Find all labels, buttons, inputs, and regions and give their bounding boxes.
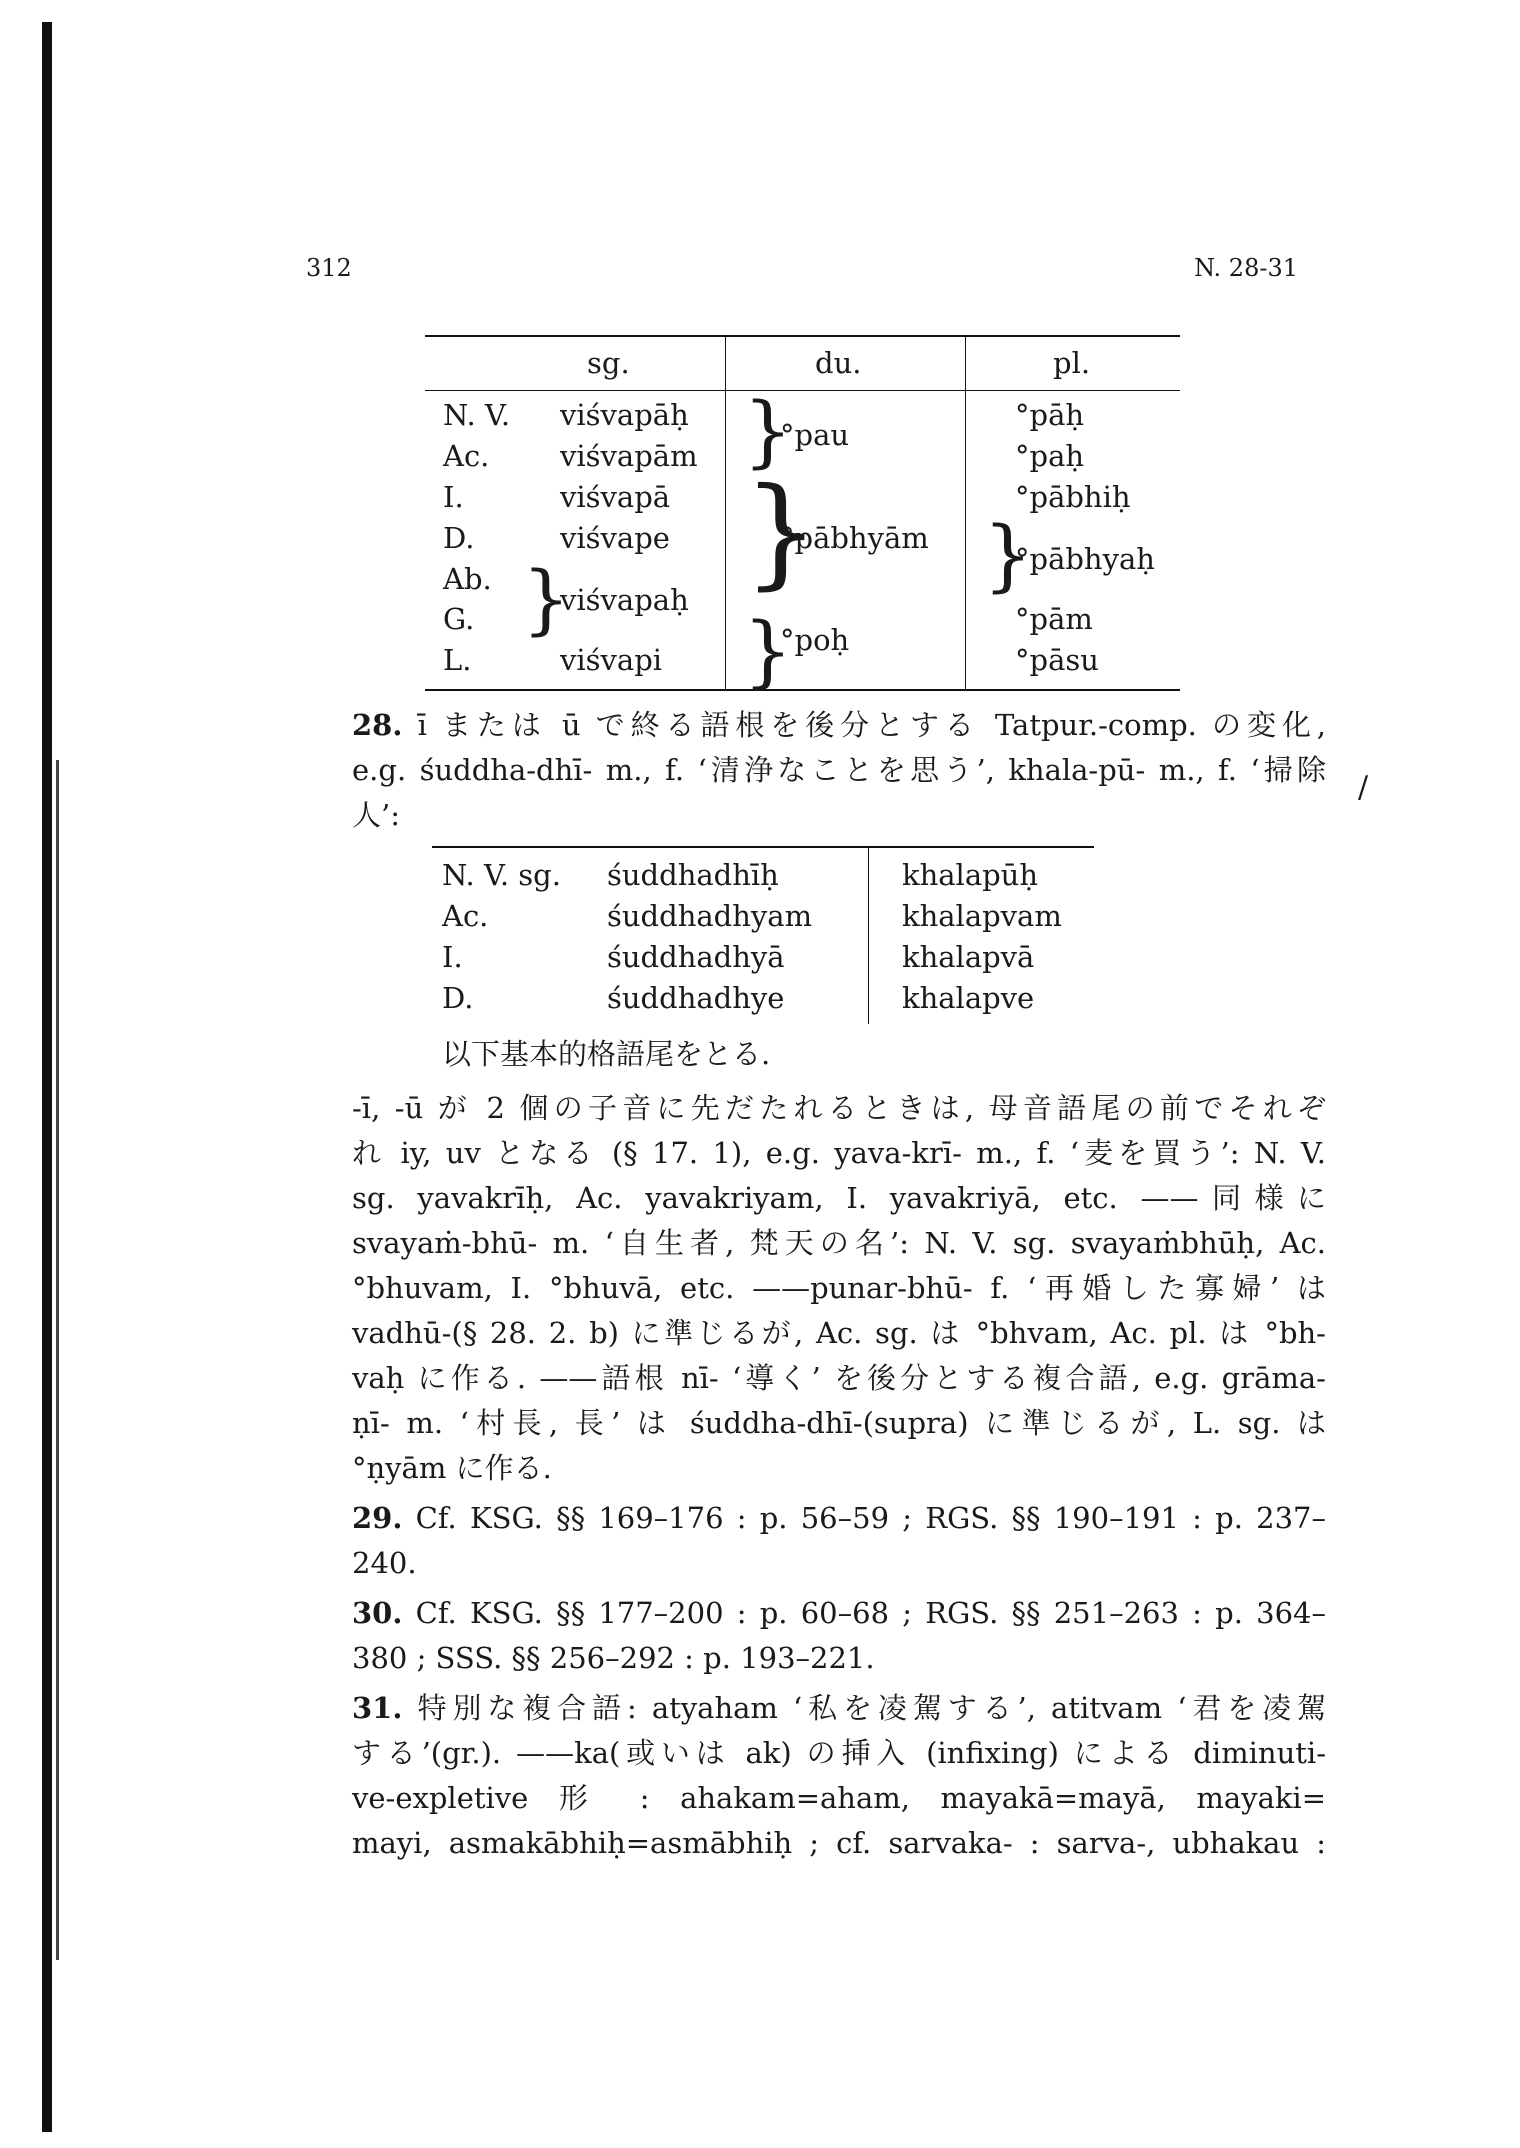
column-divider [725,337,726,689]
paragraph-29-line: 240. [352,1546,417,1580]
paragraph-30-line: 30. Cf. KSG. §§ 177–200 : p. 60–68 ; RGS. §§ 251–263 : p. 364– [352,1596,1326,1630]
declension-table-suddhadhi [432,846,1094,1022]
du-form: °pābhyām [780,521,929,555]
section-number: 28. [352,708,403,742]
body-line: -ī, -ū が 2 個の子音に先だたれるときは, 母音語尾の前でそれぞ [352,1091,1326,1125]
body-line: svayaṁ-bhū- m. ‘自生者, 梵天の名’: N. V. sg. svayaṁbhūḥ, Ac. [352,1226,1326,1260]
body-line: °ṇyām に作る. [352,1451,552,1485]
margin-mark: / [1358,770,1369,805]
paragraph-31-line: する’(gr.). ——ka(或いは ak) の挿入 (infixing) による diminuti- [352,1736,1326,1770]
sg-form: viśvapāḥ [560,398,689,432]
case-label: Ac. [442,899,489,933]
du-form: °pau [780,418,850,452]
right-brace-icon: } [743,387,793,477]
suddhadhi-form: śuddhadhyam [607,899,813,933]
paragraph-28-line: 28. ī または ū で終る語根を後分とする Tatpur.-comp. の変化, [352,708,1326,742]
body-line: れ iy, uv となる (§ 17. 1), e.g. yava-krī- m., f. ‘麦を買う’: N. V. [352,1136,1326,1170]
pl-form: °pābhiḥ [1015,480,1131,514]
section-number: 29. [352,1501,403,1535]
paragraph-30-line: 380 ; SSS. §§ 256–292 : p. 193–221. [352,1641,875,1675]
binding-edge [42,22,52,2132]
case-label: N. V. [443,398,511,432]
column-header-sg: sg. [587,346,630,380]
du-form: °poḥ [780,623,850,657]
paragraph-28-line: e.g. śuddha-dhī- m., f. ‘清浄なことを思う’, khala-pū- m., f. ‘掃除 [352,753,1326,787]
binding-shadow [56,760,59,1960]
case-label: I. [442,940,463,974]
sg-form: viśvapām [560,439,698,473]
right-brace-icon: } [743,607,793,697]
paragraph-31-line: 31. 特別な複合語: atyaham ‘私を凌駕する’, atitvam ‘君を凌駕 [352,1691,1326,1725]
body-line: ṇī- m. ‘村長, 長’ は śuddha-dhī-(supra) に準じるが, L. sg. は [352,1406,1326,1440]
case-label: D. [443,521,475,555]
right-brace-icon: } [983,511,1033,601]
sg-form: viśvape [560,521,670,555]
page-number: 312 [306,254,352,282]
case-label: L. [443,643,472,677]
case-label: Ab. [443,562,492,596]
suddhadhi-form: śuddhadhyā [607,940,785,974]
paragraph-31-line: ve-expletive 形 : ahakam=aham, mayakā=mayā, mayaki= [352,1781,1326,1815]
paragraph-28-line: 人’: [352,798,400,832]
case-label: I. [443,480,464,514]
pl-form: °pāḥ [1015,398,1085,432]
column-header-pl: pl. [1053,346,1091,380]
declension-table-visvapa [425,335,1180,697]
khalapu-form: khalapvā [902,940,1035,974]
case-label: D. [442,981,474,1015]
sg-form: viśvapi [560,643,663,677]
column-header-du: du. [815,346,862,380]
body-line: vaḥ に作る. ——語根 nī- ‘導く’ を後分とする複合語, e.g. grāma- [352,1361,1326,1395]
paragraph-29-line: 29. Cf. KSG. §§ 169–176 : p. 56–59 ; RGS. §§ 190–191 : p. 237– [352,1501,1326,1535]
table-rule-top [425,335,1180,337]
section-number: 30. [352,1596,403,1630]
pl-form: °pābhyaḥ [1015,542,1155,576]
table-note: 以下基本的格語尾をとる. [442,1037,771,1071]
khalapu-form: khalapūḥ [902,858,1039,892]
case-label: Ac. [443,439,490,473]
section-reference: N. 28-31 [1194,254,1298,282]
case-label: G. [443,602,475,636]
case-label: N. V. sg. [442,858,561,892]
suddhadhi-form: śuddhadhye [607,981,785,1015]
column-divider [965,337,966,689]
paragraph-31-line: mayi, asmakābhiḥ=asmābhiḥ ; cf. sarvaka- : sarva-, ubhakau : [352,1826,1326,1860]
body-line: vadhū-(§ 28. 2. b) に準じるが, Ac. sg. は °bhvam, Ac. pl. は °bh- [352,1316,1326,1350]
table-rule-header [425,390,1180,391]
sg-form: viśvapaḥ [560,583,689,617]
pl-form: °pāsu [1015,643,1099,677]
pl-form: °pām [1015,602,1093,636]
khalapu-form: khalapvam [902,899,1062,933]
table-rule-top [432,846,1094,848]
section-number: 31. [352,1691,403,1725]
sg-form: viśvapā [560,480,671,514]
body-line: °bhuvam, I. °bhuvā, etc. ——punar-bhū- f. ‘再婚した寡婦’ は [352,1271,1326,1305]
pl-form: °paḥ [1015,439,1085,473]
khalapu-form: khalapve [902,981,1035,1015]
column-divider [868,848,869,1024]
table-rule-bottom [425,689,1180,691]
body-line: sg. yavakrīḥ, Ac. yavakriyam, I. yavakriyā, etc. ——同様に [352,1181,1326,1215]
right-brace-icon: } [522,554,571,643]
suddhadhi-form: śuddhadhīḥ [607,858,779,892]
right-brace-icon: } [743,463,820,602]
